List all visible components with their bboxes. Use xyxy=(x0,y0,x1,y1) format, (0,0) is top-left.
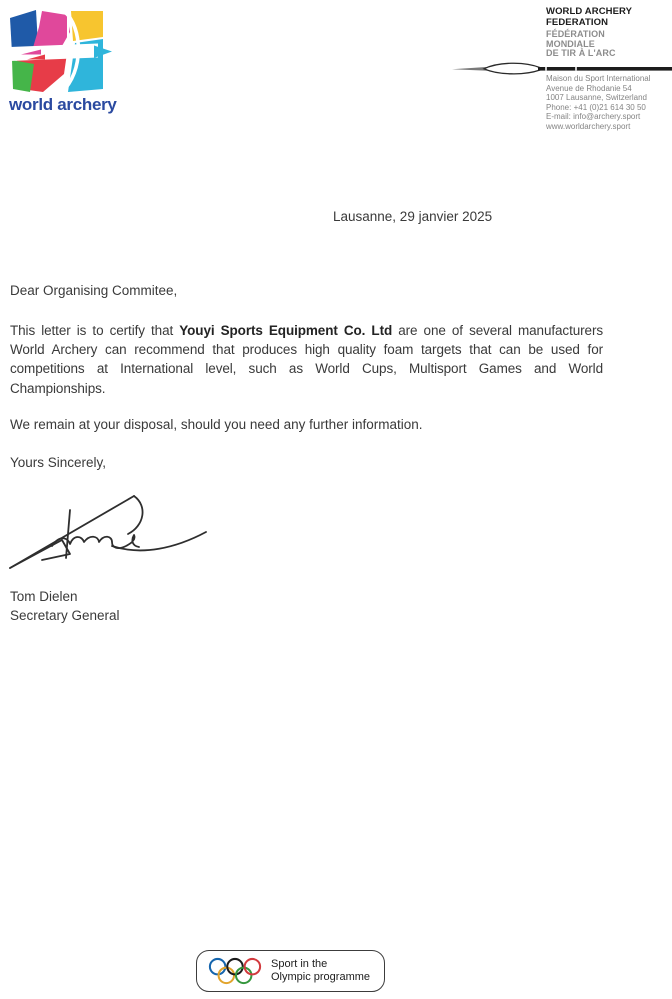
body-paragraph xyxy=(10,321,603,398)
federation-name-fr-line: MONDIALE xyxy=(546,38,595,49)
salutation: Dear Organising Commitee, xyxy=(10,283,178,298)
body-text-suffix: are one of several manufacturers World Archery can recommend that produces high quality foam targets that can be used for competitions at International level, such as World Cups, Multisport Games and World Championships. xyxy=(10,323,603,396)
signer-title: Secretary General xyxy=(10,608,120,623)
address-block xyxy=(546,74,651,132)
olympic-programme-badge xyxy=(196,950,385,992)
address-line-phone: Phone: +41 (0)21 614 30 50 xyxy=(546,102,646,112)
federation-name-fr xyxy=(546,30,616,59)
federation-name-fr-line: FÉDÉRATION xyxy=(546,29,605,39)
body-text-prefix: This letter is to certify that xyxy=(10,323,180,338)
address-line-email: E-mail: info@archery.sport xyxy=(546,112,641,122)
signature-image xyxy=(8,484,212,574)
address-line: 1007 Lausanne, Switzerland xyxy=(546,93,647,103)
signer-name: Tom Dielen xyxy=(10,589,78,604)
address-line-website: www.worldarchery.sport xyxy=(546,121,631,131)
dateline: Lausanne, 29 janvier 2025 xyxy=(333,209,493,224)
address-line: Maison du Sport International xyxy=(546,74,651,83)
world-archery-wordmark: world archery xyxy=(9,95,117,114)
federation-name-en xyxy=(546,6,632,28)
closing-paragraph: We remain at your disposal, should you need any further information. xyxy=(10,417,423,432)
federation-name-en-line: FEDERATION xyxy=(546,17,609,28)
federation-name-en-line: WORLD ARCHERY xyxy=(546,6,633,17)
badge-text-line2: Olympic programme xyxy=(271,971,371,983)
address-line: Avenue de Rhodanie 54 xyxy=(546,83,632,93)
badge-text xyxy=(271,958,370,985)
olympic-rings-icon xyxy=(207,956,263,987)
world-archery-logo xyxy=(10,9,112,95)
federation-name-fr-line: DE TIR À L'ARC xyxy=(546,48,616,58)
company-name: Youyi Sports Equipment Co. Ltd xyxy=(179,323,393,338)
badge-text-line1: Sport in the xyxy=(271,957,328,970)
valediction: Yours Sincerely, xyxy=(10,455,107,470)
